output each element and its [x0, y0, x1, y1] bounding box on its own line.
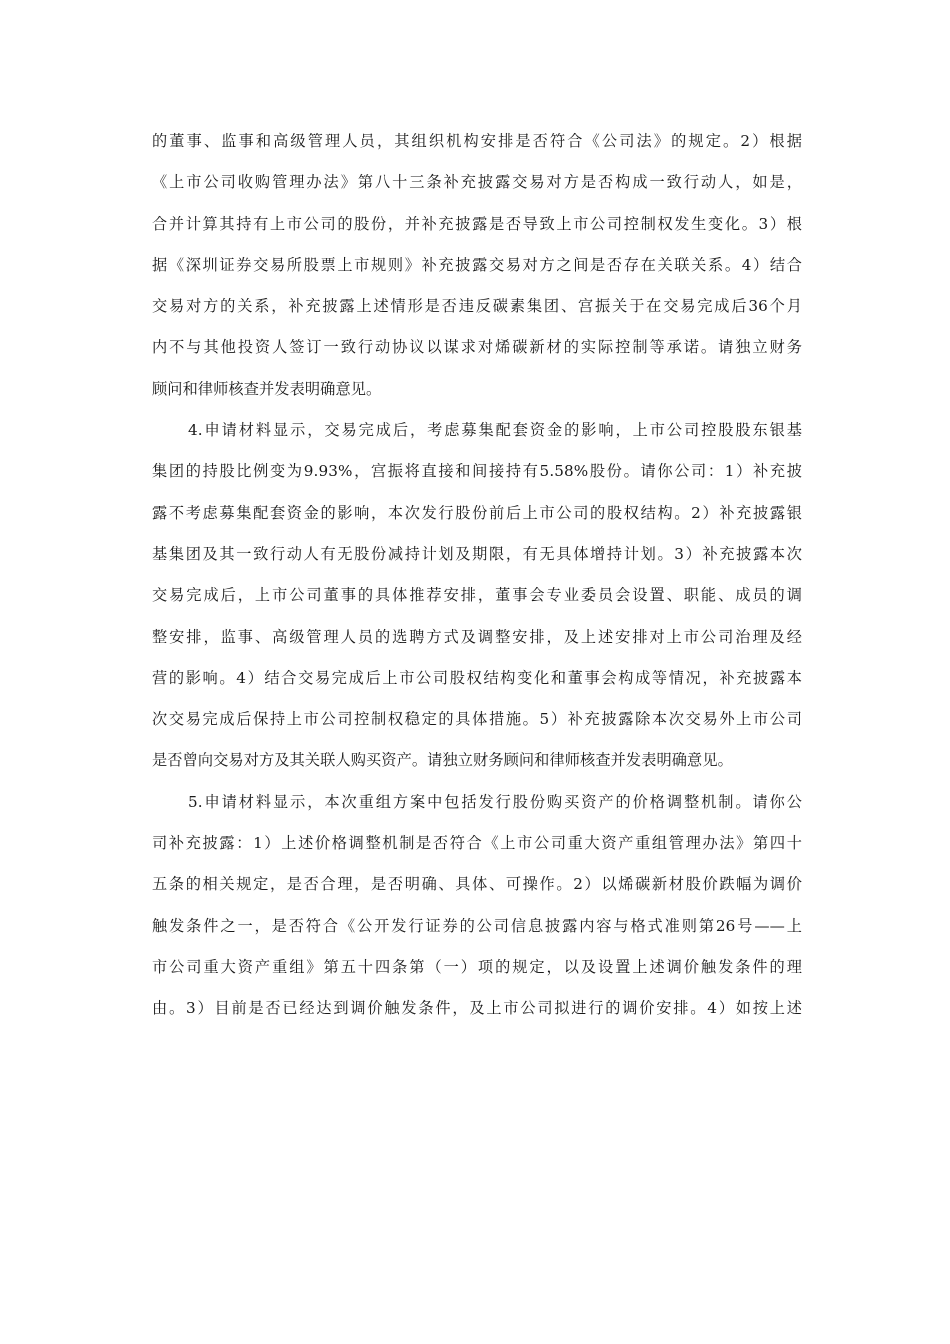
- text-line: 内不与其他投资人签订一致行动协议以谋求对烯碳新材的实际控制等承诺。请独立财务: [152, 338, 802, 357]
- text-line: 触发条件之一，是否符合《公开发行证券的公司信息披露内容与格式准则第26号——上: [152, 916, 802, 935]
- text-line: 基集团及其一致行动人有无股份减持计划及期限，有无具体增持计划。3）补充披露本次: [152, 544, 802, 563]
- text-line: 由。3）目前是否已经达到调价触发条件，及上市公司拟进行的调价安排。4）如按上述: [152, 999, 802, 1018]
- text-line: 交易对方的关系，补充披露上述情形是否违反碳素集团、宫振关于在交易完成后36个月: [152, 297, 802, 316]
- text-line: 司补充披露：1）上述价格调整机制是否符合《上市公司重大资产重组管理办法》第四十: [152, 834, 802, 853]
- text-line: 营的影响。4）结合交易完成后上市公司股权结构变化和董事会构成等情况，补充披露本: [152, 668, 802, 687]
- text-line: 交易完成后，上市公司董事的具体推荐安排，董事会专业委员会设置、职能、成员的调: [152, 586, 802, 605]
- paragraph-item-4: [152, 410, 802, 782]
- text-line: 顾问和律师核查并发表明确意见。: [152, 379, 382, 398]
- text-line: 露不考虑募集配套资金的影响，本次发行股份前后上市公司的股权结构。2）补充披露银: [152, 503, 802, 522]
- text-line: 据《深圳证券交易所股票上市规则》补充披露交易对方之间是否存在关联关系。4）结合: [152, 255, 802, 274]
- text-line: 的董事、监事和高级管理人员，其组织机构安排是否符合《公司法》的规定。2）根据: [152, 132, 802, 150]
- text-line: 是否曾向交易对方及其关联人购买资产。请独立财务顾问和律师核查并发表明确意见。: [152, 751, 733, 770]
- paragraph-continued: [152, 121, 802, 410]
- document-page: [152, 121, 802, 1030]
- paragraph-item-5: [152, 782, 802, 1030]
- text-line: 4.申请材料显示，交易完成后，考虑募集配套资金的影响，上市公司控股股东银基: [188, 421, 802, 440]
- text-line: 合并计算其持有上市公司的股份，并补充披露是否导致上市公司控制权发生变化。3）根: [152, 214, 802, 233]
- text-line: 集团的持股比例变为9.93%，宫振将直接和间接持有5.58%股份。请你公司：1）补充披: [152, 462, 802, 481]
- text-line: 整安排，监事、高级管理人员的选聘方式及调整安排，及上述安排对上市公司治理及经: [152, 627, 802, 646]
- text-line: 《上市公司收购管理办法》第八十三条补充披露交易对方是否构成一致行动人，如是，: [152, 173, 802, 192]
- text-line: 次交易完成后保持上市公司控制权稳定的具体措施。5）补充披露除本次交易外上市公司: [152, 710, 802, 729]
- text-line: 市公司重大资产重组》第五十四条第（一）项的规定，以及设置上述调价触发条件的理: [152, 957, 802, 976]
- text-line: 5.申请材料显示，本次重组方案中包括发行股份购买资产的价格调整机制。请你公: [188, 792, 802, 811]
- text-line: 五条的相关规定，是否合理，是否明确、具体、可操作。2）以烯碳新材股价跌幅为调价: [152, 875, 802, 894]
